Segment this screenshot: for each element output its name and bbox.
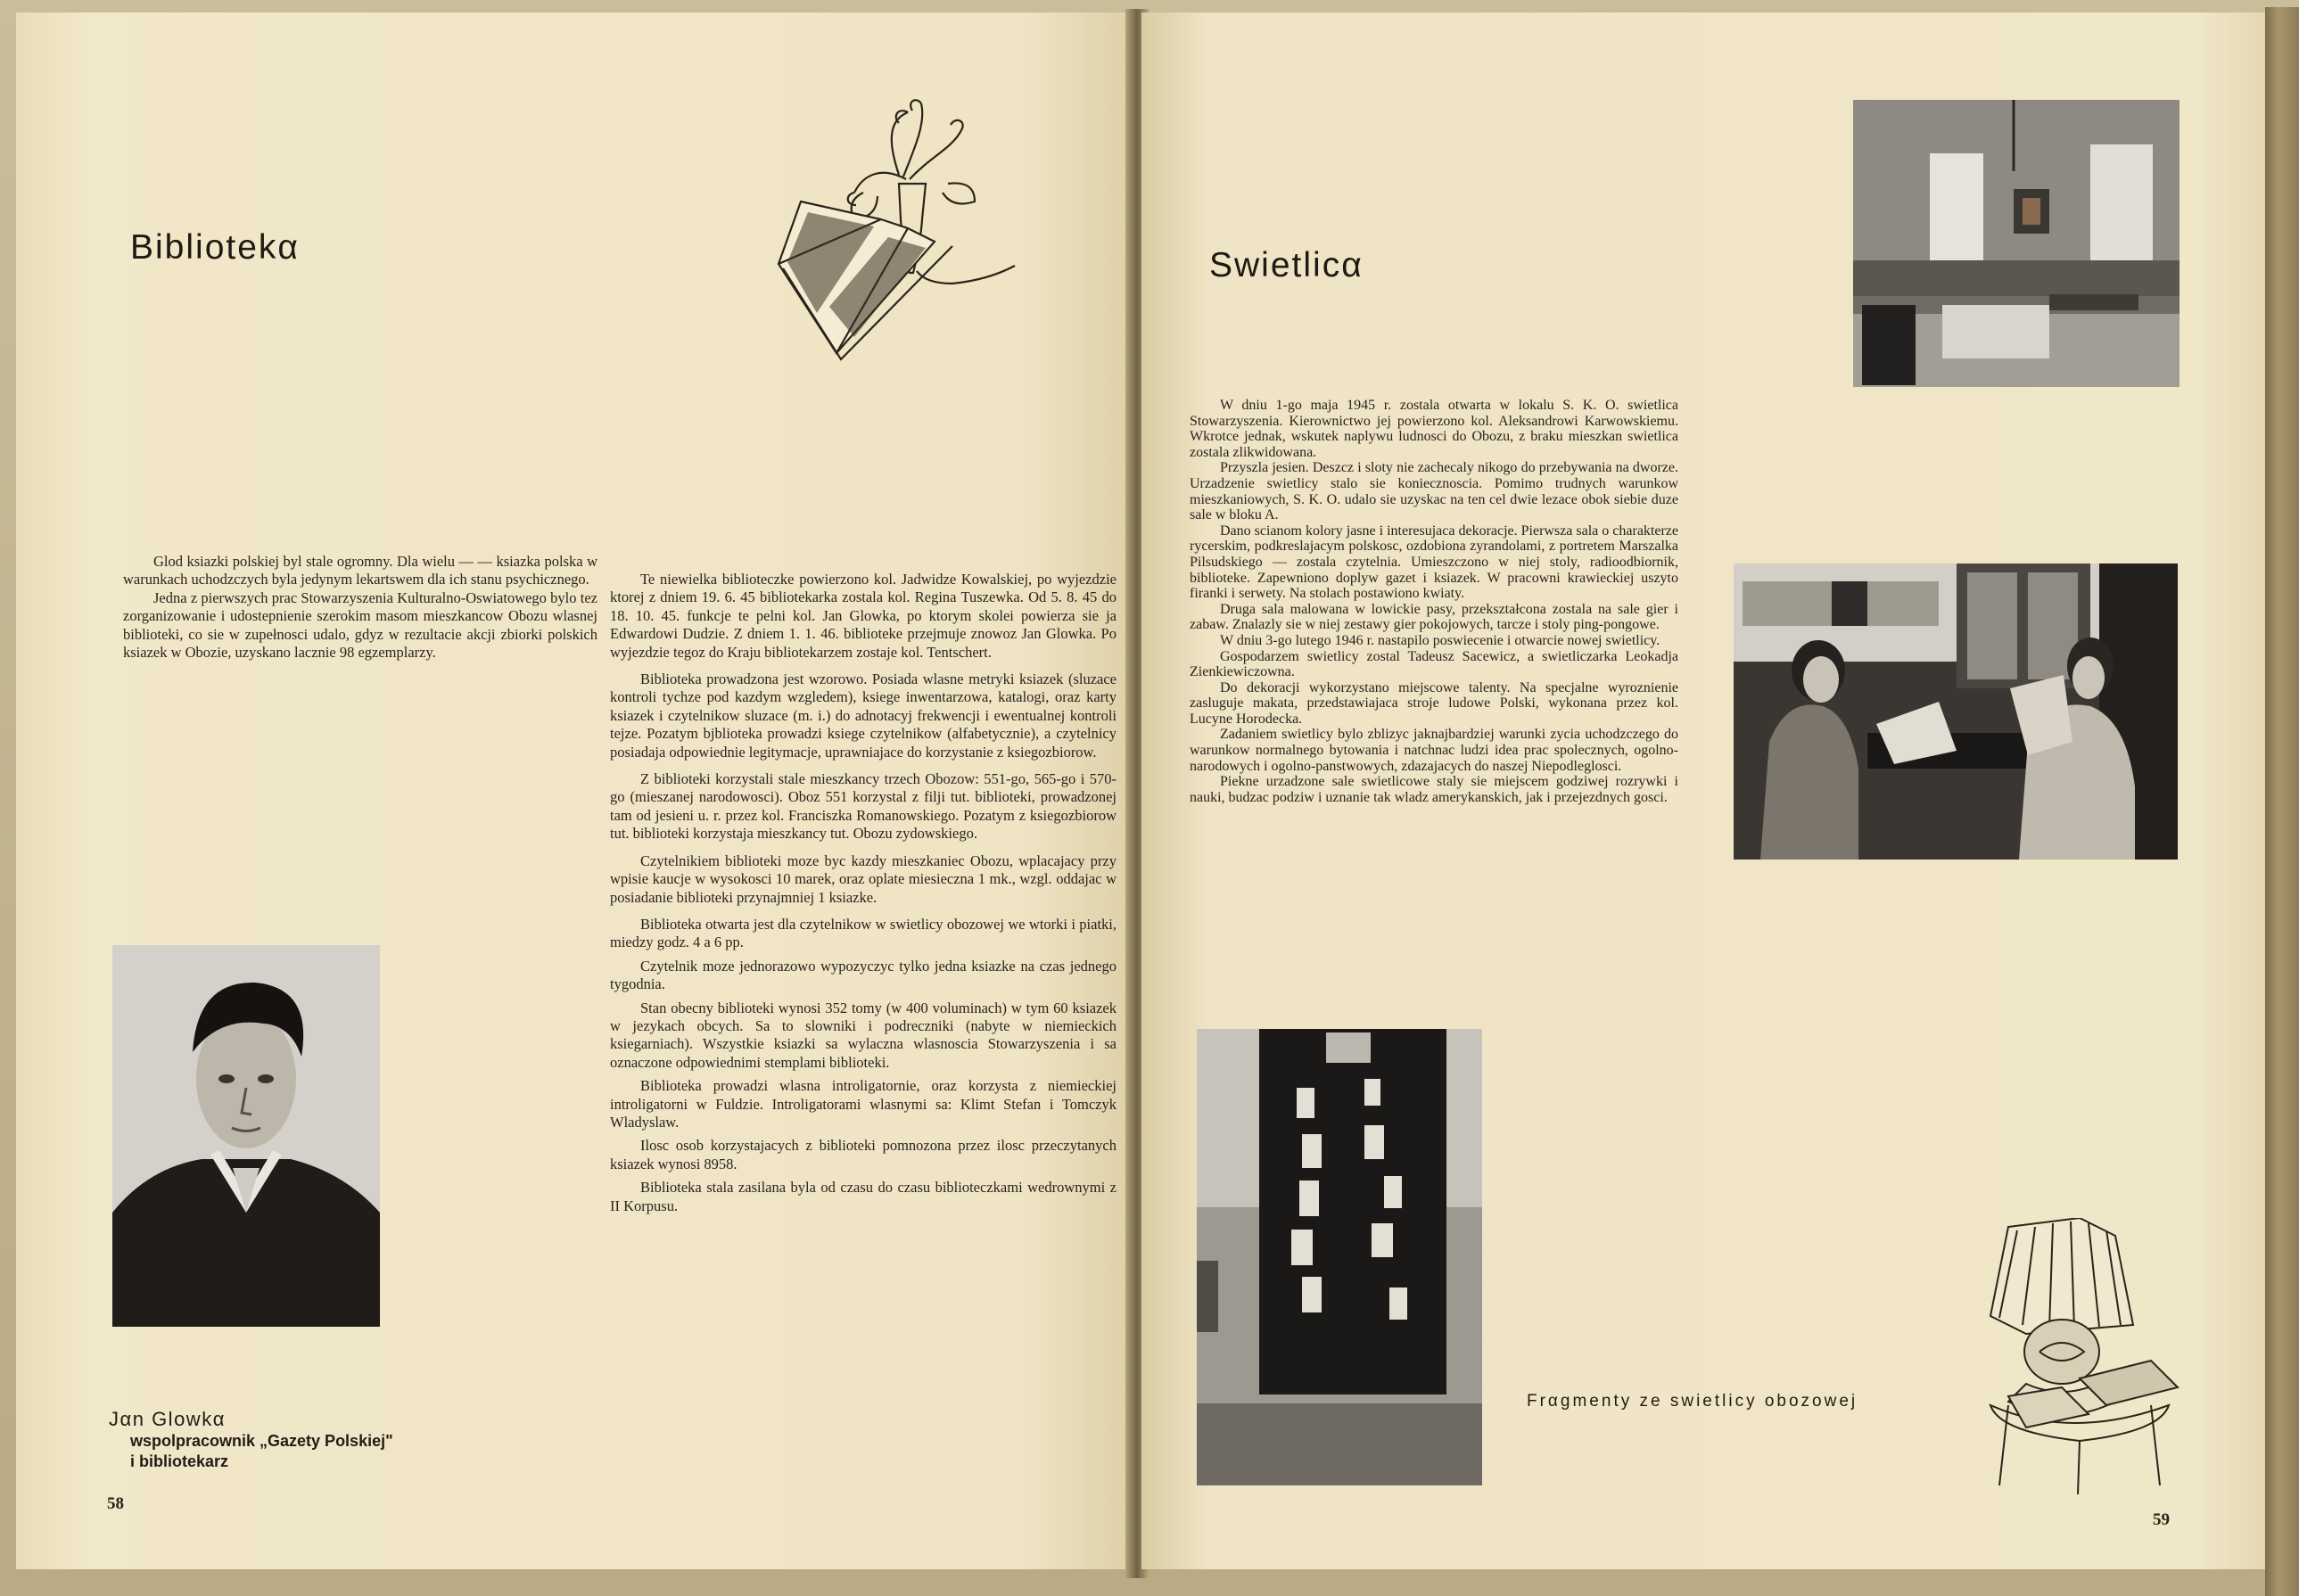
portrait-caption — [109, 1409, 393, 1472]
portrait-photo — [112, 945, 380, 1327]
paragraph: Czytelnik moze jednorazowo wypozyczyc tylko jedna ksiazke na czas jednego tygodnia. — [610, 957, 1117, 993]
paragraph: Biblioteka prowadzi wlasna introligatornie, oraz korzysta z niemieckiej introligatorni w Fuldzie. Introligatorami wlasnymi sa: Klimt Stefan i Tomczyk Wladyslaw. — [610, 1077, 1117, 1131]
page-number: 58 — [107, 1494, 124, 1513]
paragraph: W dniu 1-go maja 1945 r. zostala otwarta w lokalu S. K. O. swietlica Stowarzyszenia. Kierownictwo jej powierzono kol. Aleksandrowi Karwowskiemu. Wkrotce jednak, wskutek naplywu ludnosci do Obozu, z braku mieszkan swietlica zostala zlikwidowana. — [1190, 398, 1678, 460]
paragraph: Zadaniem swietlicy bylo zblizyc jaknajbardziej warunki zycia uchodzczego do warunkow normalnego bytowania i natchnac ludzi idea prac spolecznych, ogolno-narodowych i ogolno-panstwowych, zdazajacych do naszej Niepodleglosci. — [1190, 727, 1678, 774]
paragraph: Druga sala malowana w lowickie pasy, przekształcona zostala na sale gier i zabaw. Znalazly sie w niej zestawy gier pokojowych, tarcze i stoly ping-pongowe. — [1190, 601, 1678, 633]
paragraph: Stan obecny biblioteki wynosi 352 tomy (w 400 voluminach) w tym 60 ksiazek w jezykach obcych. Sa to slowniki i podreczniki (nabyte w niemieckich ksiegarniach). Wszystkie ksiazki sa wylaczna wlasnoscia Stowarzyszenia i sa oznaczone odpowiednimi stemplami biblioteki. — [610, 999, 1117, 1071]
left-page — [16, 12, 1133, 1569]
paragraph: Glod ksiazki polskiej byl stale ogromny. Dla wielu — — ksiazka polska w warunkach uchodzczych byla jedynym lekartswem dla ich stanu psychicznego. — [123, 553, 597, 588]
open-book-vase-illustration — [774, 95, 1113, 380]
paragraph: W dniu 3-go lutego 1946 r. nastapilo poswiecenie i otwarcie nowej swietlicy. — [1220, 632, 1660, 648]
book-edge — [2265, 7, 2299, 1596]
paragraph: Biblioteka stala zasilana byla od czasu do czasu biblioteczkami wedrownymi z II Korpusu. — [610, 1179, 1117, 1214]
paragraph: Czytelnikiem biblioteki moze byc kazdy mieszkaniec Obozu, wplacajacy przy wpisie kaucje w wysokosci 10 marek, oraz oplate miesieczna 1 mk., wzgl. oddajac w posiadanie biblioteki przynajmniej 1 ksiazke. — [610, 851, 1117, 906]
paragraph: Do dekoracji wykorzystano miejscowe talenty. Na specjalne wyroznienie zasluguje makata, przedstawiajaca stroje ludowe Polski, wykonana przez kol. Lucyne Horodecka. — [1190, 679, 1678, 727]
paragraph: Ilosc osob korzystajacych z biblioteki pomnozona przez ilosc przeczytanych ksiazek wynosi 8958. — [610, 1137, 1117, 1172]
women-reading-photo — [1734, 564, 2178, 860]
paragraph: Gospodarzem swietlicy zostal Tadeusz Sacewicz, a swietliczarka Leokadja Zienkiewiczowna. — [1190, 648, 1678, 680]
intro-text — [123, 553, 597, 662]
caption-role: wspolpracownik „Gazety Polskiej" — [130, 1432, 393, 1450]
reading-room-photo — [1853, 100, 2180, 387]
right-page — [1141, 12, 2267, 1569]
paragraph: Jedna z pierwszych prac Stowarzyszenia Kulturalno-Oswiatowego bylo tez zorganizowanie i udostepnienie szerokim masom mieszkancow Obozu wlasnej biblioteki, co sie w zupełnosci udalo, gdyz w rezultacie akcji zbiorki polskich ksiazek w Obozie, uzyskano lacznie 98 egzemplarzy. — [123, 588, 597, 662]
folk-tapestry-photo — [1197, 1029, 1482, 1485]
paragraph: Biblioteka otwarta jest dla czytelnikow w swietlicy obozowej we wtorki i piatki, miedzy godz. 4 a 6 pp. — [610, 915, 1117, 951]
paragraph: Dano scianom kolory jasne i interesujaca dekoracje. Pierwsza sala o charakterze rycerskim, podkreslajacym polskosc, ozdobiona zyrandolami, z portretem Marszalka Pilsudskiego — zostala czytelnia. Umieszczono w niej stoly, radioodbiornik, biblioteke. Zapewniono doplyw gazet i ksiazek. W pracowni krawieckiej uszyto firanki i serwety. Na stolach postawiono kwiaty. — [1190, 522, 1678, 602]
paragraph: Te niewielka biblioteczke powierzono kol. Jadwidze Kowalskiej, po wyjezdzie ktorej z dniem 19. 6. 45 bibliotekarka zostala kol. Regina Tuszewka. Od 5. 8. 45 do 18. 10. 45. funkcje te pelni kol. Jan Glowka, po ktorym skolei powierza sie ja Edwardowi Dudzie. Z dniem 1. 1. 46. biblioteke przejmuje znowoz Jan Glowka. Po wyjezdzie tegoz do Kraju bibliotekarzem zostaje kol. Tentschert. — [610, 571, 1117, 661]
main-column-text — [610, 571, 1117, 1215]
paragraph: Piekne urzadzone sale swietlicowe staly sie miejscem godziwej rozrywki i nauki, budzac podziw i uznanie tak wladz amerykanskich, jak i przejezdnych gosci. — [1190, 774, 1678, 805]
table-lamp-illustration — [1973, 1218, 2187, 1498]
page-title-biblioteka: Bibliotekα — [130, 228, 300, 267]
caption-name: Jαn Glowkα — [109, 1408, 226, 1430]
paragraph: Biblioteka prowadzona jest wzorowo. Posiada wlasne metryki ksiazek (sluzace kontroli tychze pod kazdym wzgledem), ksiege inwentarzowa, katalogi, oraz karty ksiazek i czytelnikow sluzace (m. i.) do adnotacyj frekwencji i ewentualnej kontroli tejze. Pozatym bjblioteka prowadzi ksiege czytelnikow (alfabetycznie), a czytelnicy posiadaja odpowiednie legitymacje, uprawniajace do korzystanie z ksiegozbiorow. — [610, 670, 1117, 761]
swietlica-caption: Frαgmenty ze swietlicy obozowej — [1527, 1392, 1858, 1411]
page-number: 59 — [2153, 1510, 2170, 1529]
paragraph: Z biblioteki korzystali stale mieszkancy trzech Obozow: 551-go, 565-go i 570-go (mieszanej narodowosci). Oboz 551 korzystal z filji tut. biblioteki, prowadzonej tam od jesieni u. r. przez kol. Franciszka Romanowskiego. Pozatym z ksiegozbiorow tut. biblioteki korzystaja mieszkancy tut. Obozu zydowskiego. — [610, 770, 1117, 843]
page-title-swietlica: Swietlicα — [1209, 246, 1364, 284]
paragraph: Przyszla jesien. Deszcz i sloty nie zachecaly nikogo do przebywania na dworze. Urzadzenie swietlicy stalo sie koniecznoscia. Pomimo trudnych warunkow mieszkaniowych, S. K. O. udalo sie uzyskac na ten cel dwie lezace obok siebie duze sale w bloku A. — [1190, 460, 1678, 523]
caption-role: i bibliotekarz — [130, 1452, 229, 1470]
swietlica-text — [1190, 398, 1678, 805]
